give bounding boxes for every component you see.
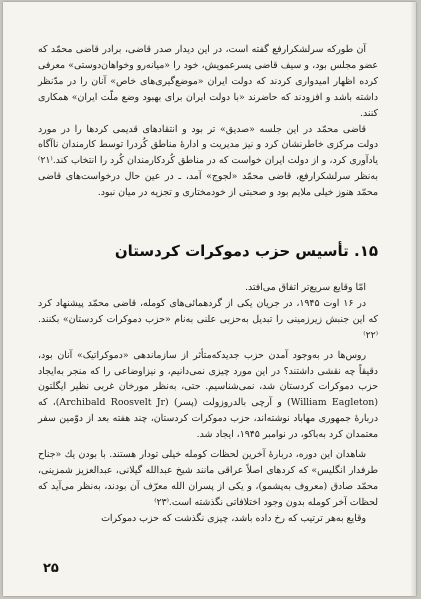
section-heading: ۱۵. تأسیس حزب دموکرات کردستان [114, 242, 378, 260]
page-edge-shadow [410, 2, 416, 596]
text-block-bottom [38, 280, 378, 527]
paragraph-qazi-requests: قاضی محمّد در این جلسه «صدیق» تر بود و انتقادهای قدیمی کردها را در مورد دولت مرکزی خاطرنشان کرد و نیز مدیریت و ادارهٔ مناطق کُردرا توسط کارمندان ناآگاه یادآوری کرد، و از دولت ایران خواست که در مناطق کُردکارمندان کُرد را انتخاب کند.⁽٢١⁾ به‌نظر سرلشکرارفع، قاضی محمّد «لجوج» آمد، ـ در عین حال درخواست‌های قاضی محمّد هنوز خیلی ملایم بود و صحبتی از خودمختاری و تجزیه در میان نبود. [38, 123, 378, 199]
paragraph-arfa-meeting: آن طورکه سرلشکرارفع گفته است، در این دیدار صدر قاضی، برادر قاضی محمّد که عضو مجلس بود، و سیف قاضی پسرعمویش، خود را «میانه‌رو وخواهان‌دوستی» معرفی کرده اظهار امیدواری کردند که دولت ایران «موضع‌گیری‌های خاص» آنان را در مدّنظر داشته باشد و افزودند که حاضرند «با دولت ایران برای بهبود وضع ملّت ایران» همکاری کنند. [38, 44, 378, 119]
document-page [3, 2, 416, 596]
paragraph-party-proposal: در ۱۶ اوت ۱۹۴۵، در جریان یکی از گردهمائی‌های کومله، قاضی محمّد پیشنهاد کرد که این جنبش زیرزمینی را تبدیل به‌حزبی علنی به‌نام «حزب دموکرات کردستان» بکنند.⁽٢٢⁾ [38, 297, 378, 341]
paragraph-soviet-role: روس‌ها در به‌وجود آمدن حزب جدیدکه‌متأثر از سازماندهی «دموکراتیک» آنان بود، دقیقاً چه نقشی داشتند؟ در این مورد چیزی نمی‌دانیم، و نیزاوضاعی را که منجر به‌ایجاد حزب دموکرات کردستان شد، نمی‌شناسیم. حتی، به‌نظر مورخان غربی نظیر ایگلتون (William Eagleton) و آرچی بالدروزولت (پسر) (Archibald Roosvelt Jr)، که دربارهٔ جمهوری مهاباد نوشته‌اند، حزب دموکرات کردستان، چند هفته بعد از دوّمین سفر معتمدان کرد به‌باکو، در نوامبر ۱۹۴۵، ایجاد شد. [38, 349, 379, 441]
paragraph-continuation: وقایع به‌هر ترتیب که رخ داده باشد، چیزی نگذشت که حزب دموکرات [101, 512, 366, 524]
paragraph-events-fast: امّا وقایع سریع‌تر اتفاق می‌افتد. [244, 282, 366, 293]
page-number: ۲۵ [43, 561, 59, 576]
paragraph-komala-last-days: شاهدان این دوره، دربارهٔ آخرین لحظات کومله خیلی تودار هستند. با بودن یك «جناح طرفدار انگلیس» که کردهای اصلاً عراقی مانند شیخ عبدالله گیلانی، عبدالعزیز شمزینی، محمّد صادق (معروف به‌پشمو)، و یکی از پسران الله معرّف آن بودند، به‌نظر می‌آید که لحظات آخر کومله بدون وجود اختلافاتی نگذشته است.⁽٢٣⁾ [38, 449, 378, 508]
text-block-top [38, 42, 378, 201]
